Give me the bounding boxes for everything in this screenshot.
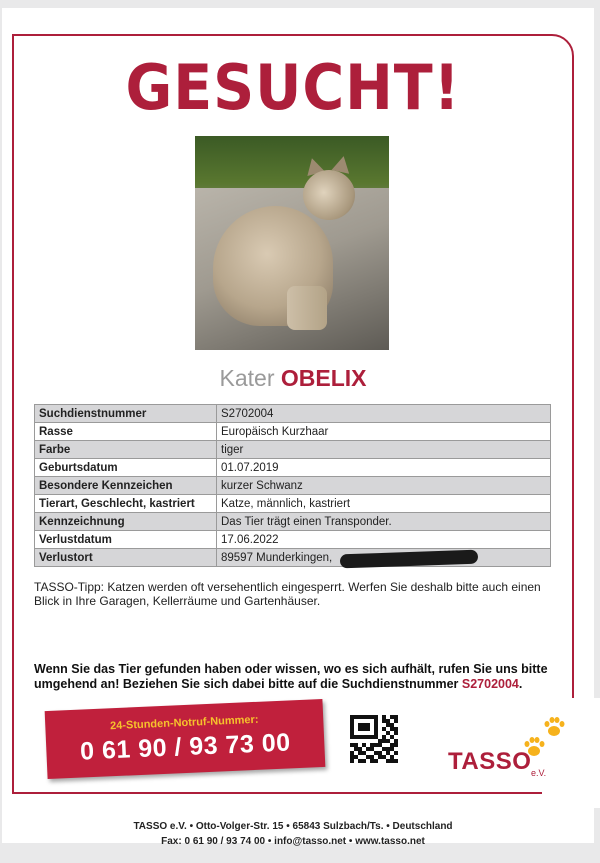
tasso-logo: TASSO [448,748,532,775]
table-row: Suchdienstnummer S2702004 [35,405,551,423]
tasso-logo-suffix: e.V. [531,768,547,778]
flyer-page [2,8,594,847]
call-to-action: Wenn Sie das Tier gefunden haben oder wissen, wo es sich aufhält, rufen Sie uns bitte umgehend an! Beziehen Sie sich dabei bitte auf die Suchdienstnummer S2702004. [34,662,548,691]
table-row: Kennzeichnung Das Tier trägt einen Transponder. [35,513,551,531]
paw-icon [543,716,565,738]
cat-photo [195,136,389,350]
animal-name-value: OBELIX [280,365,367,391]
table-row: Geburtsdatum 01.07.2019 [35,459,551,477]
tasso-tip: TASSO-Tipp: Katzen werden oft versehentlich eingesperrt. Werfen Sie deshalb bitte auch einen Blick in Ihre Garagen, Kellerräume und Gartenhäuser. [34,580,541,608]
search-number: S2702004 [461,677,519,691]
animal-type: Kater [219,365,275,391]
animal-name [2,364,584,392]
table-row: Verlustdatum 17.06.2022 [35,531,551,549]
hotline-box [45,699,326,779]
footer-address: TASSO e.V. • Otto-Volger-Str. 15 • 65843 Sulzbach/Ts. • Deutschland [133,821,453,832]
table-row: Rasse Europäisch Kurzhaar [35,423,551,441]
hotline-phone[interactable]: 0 61 90 / 93 73 00 [79,728,292,766]
table-row: Verlustort 89597 Munderkingen, [35,549,551,567]
headline: GESUCHT! [125,51,461,124]
info-table [34,404,551,567]
table-row: Besondere Kennzeichen kurzer Schwanz [35,477,551,495]
hotline-label: 24-Stunden-Notruf-Nummer: [109,713,259,733]
qr-code[interactable] [350,715,398,763]
table-row: Tierart, Geschlecht, kastriert Katze, männlich, kastriert [35,495,551,513]
table-row: Farbe tiger [35,441,551,459]
footer-contact[interactable]: Fax: 0 61 90 / 93 74 00 • info@tasso.net • www.tasso.net [161,836,425,847]
